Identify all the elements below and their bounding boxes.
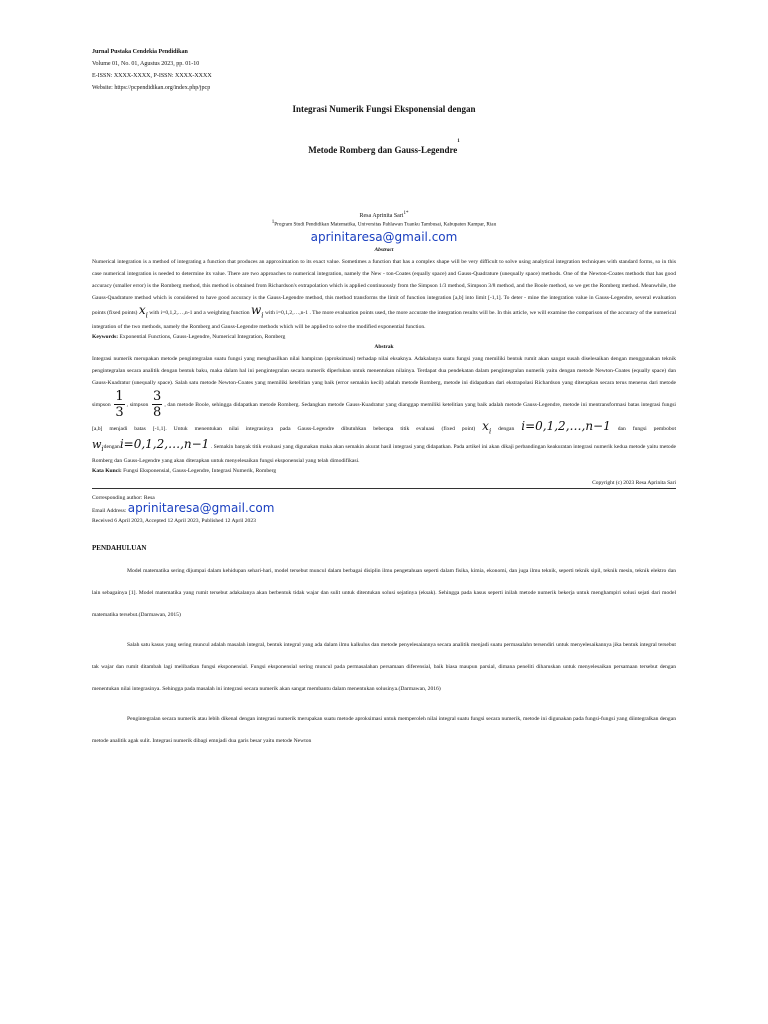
math-symbol: x <box>482 419 489 434</box>
abstract-en-part: with i=0,1,2,…,n-1 . The more evaluation points used, the more accurate the integration results will be. In this article, we will examine the comparison of the accuracy of the numerical integration of the two methods, namely the Romberg and Gauss-Legendre methods which will be applied to solve the modified exponential function. <box>92 309 677 331</box>
abstract-id-part: , simpson <box>126 401 149 408</box>
title-text: Metode Romberg dan Gauss-Legendre <box>308 145 458 155</box>
abstract-id-part: Integrasi numerik merupakan metode pengintegralan suatu fungsi yang menghasilkan nilai hampiran (aproksimasi) terhadap nilai eksaknya. Adakalanya suatu fungsi yang memiliki bentuk rumit akan sangat susah diselesaikan dengan menggunakan teknik pengintegralan secara analitik dengan bentuk baku, maka dalam hal ini pengintegralan secara numerik diperlukan untuk menentukan nilainya. Terdapat dua pendekatan dalam pengintegralan numerik yaitu dengan metode Newton-Coates (equally space) dan Gauss-Kuadratur (unequally space). Salah satu metode Newton-Coates yang memiliki ketelitian yang baik (error semakin kecil) adalah metode Romberg, metode ini didapatkan dari ekstrapolasi Richardson yang diterapkan secara terus menerus dari metode simpson <box>92 356 676 408</box>
email-label: Email Address: <box>92 507 127 514</box>
affiliation <box>92 220 676 228</box>
journal-issn: E-ISSN: XXXX-XXXX, P-ISSN: XXXX-XXXX <box>92 73 212 79</box>
author-email[interactable]: aprinitaresa@gmail.com <box>310 229 458 244</box>
keywords-label: Kata Kunci: <box>92 467 122 474</box>
author-name: Resa Aprinita Sari <box>359 213 404 219</box>
journal-name: Jurnal Pustaka Cendekia Pendidikan <box>92 49 188 55</box>
corresponding-author: Corresponding author: Resa <box>92 494 155 501</box>
fraction-numerator: 1 <box>115 389 124 405</box>
math-x-i <box>138 302 148 320</box>
abstract-id-part: dengan <box>498 426 515 433</box>
fraction-one-third <box>114 389 124 420</box>
math-x-i <box>482 419 492 436</box>
fraction-denominator: 3 <box>115 405 124 421</box>
body-paragraph: Salah satu kasus yang sering muncul adalah masalah integral, bentuk integral yang ada dalam ilmu kalkulus dan metode penyelesaiannya secara analitik menjadi suatu permasalahn tersendiri untuk menyelesaikannya jika bentuk integral tersebut tak wajar dan rumit ditambah lagi melibatkan fungsi eksponensial. Fungsi eksponensial sering muncul pada permasalahan persamaan diferensial, baik biasa maupun parsial, dimana peneliti diharuskan untuk menyelesaikan persamaan tersebut dengan menentukan nilai integrasinya. Sehingga pada masalah ini integrasi secara numerik akan sangat membantu dalam menentukan solusinya.(Darmawan, 2016) <box>92 641 676 692</box>
abstract-id-part: dan fungsi pembobot <box>617 426 677 433</box>
article-dates: Received 6 April 2023, Accepted 12 April 2023, Published 12 April 2023 <box>92 517 256 524</box>
math-symbol: w <box>251 302 262 317</box>
fraction-denominator: 8 <box>153 405 162 421</box>
keywords-en <box>92 334 676 340</box>
affiliation-mark: 1 <box>271 220 275 225</box>
fraction-three-eighths <box>152 389 162 420</box>
abstract-en-part: Numerical integration is a method of integrating a function that produces an approximation to its exact value. Sometimes a function that has a complex shape will be very difficult to solve using analytical integration techniques with standard forms, so in this case numerical integration is needed to determine its value. There are two approaches to numerical integration, namely the New - ton-Coates (equally space) and Gauss-Quadrature (unequally space) methods. One of the Newton-Coates methods that has good accuracy (smaller error) is the Romberg method, this method is obtained from Richardson's extrapolation which is applied continuously from the Simpson 1/3 method, Simpson 3/8 method, and the Boole method, so we get the Romberg method. Meanwhile, the Gauss-Quadrature method which is considered to have good accuracy is the Gauss-Legendre method, this method transforms the limit of function integration [a,b] into limit [-1,1]. To deter - mine the integration value in Gauss-Legendre, several evaluation points (fixed points) <box>92 258 676 316</box>
math-index-range: i=0,1,2,…,n−1 <box>521 419 611 434</box>
keywords-label: Keywords: <box>92 334 119 341</box>
title-mark: 1 <box>457 139 460 144</box>
abstract-en-part: with i=0,1,2,…,n-1 and a weighting function <box>149 309 250 316</box>
math-w-i <box>92 438 104 451</box>
section-heading: PENDAHULUAN <box>92 543 147 552</box>
journal-volume: Volume 01, No. 01, Agustus 2023, pp. 01-10 <box>92 61 200 67</box>
math-w-i <box>251 302 264 320</box>
journal-header <box>92 46 676 94</box>
keywords-text: Exponential Functions, Gauss-Legendre, Numerical Integration, Romberg <box>119 334 286 341</box>
math-symbol: x <box>138 302 146 317</box>
paper-title-line-2 <box>92 139 676 155</box>
abstract-id-part: . Semakin banyak titik evaluasi yang digunakan maka akan semakin akurat hasil integrasi yang didapatkan. Pada artikel ini akan dikaji perbandingan keakuratan integrasi numerik kedua metode yaitu metode Romberg dan Gauss-Legendre yang akan diterapkan untuk menyelesaikan fungsi eksponensial yang telah dimodifikasi. <box>92 443 676 464</box>
math-index-range: i=0,1,2,…,n−1 <box>119 436 210 451</box>
math-subscript: i <box>145 311 148 320</box>
abstract-en-text <box>92 256 676 333</box>
paper-page <box>92 0 676 752</box>
paper-title-line-1: Integrasi Numerik Fungsi Eksponensial dengan <box>292 104 476 114</box>
body-paragraph: Model matematika sering dijumpai dalam kehidupan sehari-hari, model tersebut muncul dalam berbagai disiplin ilmu pengetahuan seperti dalam fisika, kimia, ekonomi, dan juga ilmu teknik, seperti teknik sipil, teknik mesin, teknik elektro dan lain sebagainya [1]. Model matematika yang rumit tersebut adakalanya akan berbentuk tidak wajar dan sulit untuk ditentukan solusi sejatinya (eksak). Sehingga pada kasus seperti inilah metode numerik bekerja untuk menghampiri solusi sejati dari model matematika tersebut.(Darmawan, 2015) <box>92 567 676 618</box>
abstract-en-heading: Abstract <box>374 246 394 253</box>
math-subscript: i <box>101 444 104 453</box>
journal-website[interactable]: Website: https://pcpendidikan.org/index.php/jpcp <box>92 85 211 91</box>
affiliation-text: Program Studi Pendidikan Matematika, Universitas Pahlawan Tuanku Tambusai, Kabupaten Kampar, Riau <box>274 221 497 228</box>
body-paragraph: Pengintegralan secara numerik atau lebih dikenal dengan integrasi numerik merupakan suatu metode aproksimasi untuk memperoleh nilai integral suatu fungsi secara numerik, metode ini digunakan pada fungsi-fungsi yang diintegralkan dengan metode analitik agak sulit. Integrasi numerik dibagi emnjadi dua garis besar yaitu metode Newton <box>92 715 676 744</box>
keywords-id <box>92 468 676 474</box>
author-line <box>92 211 676 219</box>
abstract-id-heading: Abstrak <box>374 344 394 351</box>
math-subscript: i <box>261 311 264 320</box>
correspondence-email-line <box>92 500 676 516</box>
fraction-numerator: 3 <box>153 389 162 405</box>
copyright-line: Copyright (c) 2023 Resa Aprinita Sari <box>92 480 676 489</box>
author-mark: 1* <box>403 211 409 216</box>
abstract-id-text <box>92 353 676 467</box>
correspondence-block <box>92 493 676 526</box>
abstract-id-part: , dan metode Boole, sehingga didapatkan metode Romberg. Sedangkan metode Gauss-Kuadratur yang dianggap memiliki ketelitian yang baik adalah metode Gauss-Legendre, metode ini mentransformasi batas integrasi fungsi [a,b] menjadi batas [-1,1]. Untuk menentukan nilai integrasinya pada Gauss-Legendre dibutuhkan beberapa titik evaluasi (fixed point) <box>92 401 676 433</box>
keywords-text: Fungsi Eksponensial, Gauss-Legendre, Integrasi Numerik, Romberg <box>123 467 277 474</box>
math-subscript: i <box>488 427 492 436</box>
abstract-id-part: dengan <box>103 443 120 450</box>
math-symbol: w <box>92 437 102 451</box>
correspondence-email[interactable]: aprinitaresa@gmail.com <box>127 500 275 515</box>
